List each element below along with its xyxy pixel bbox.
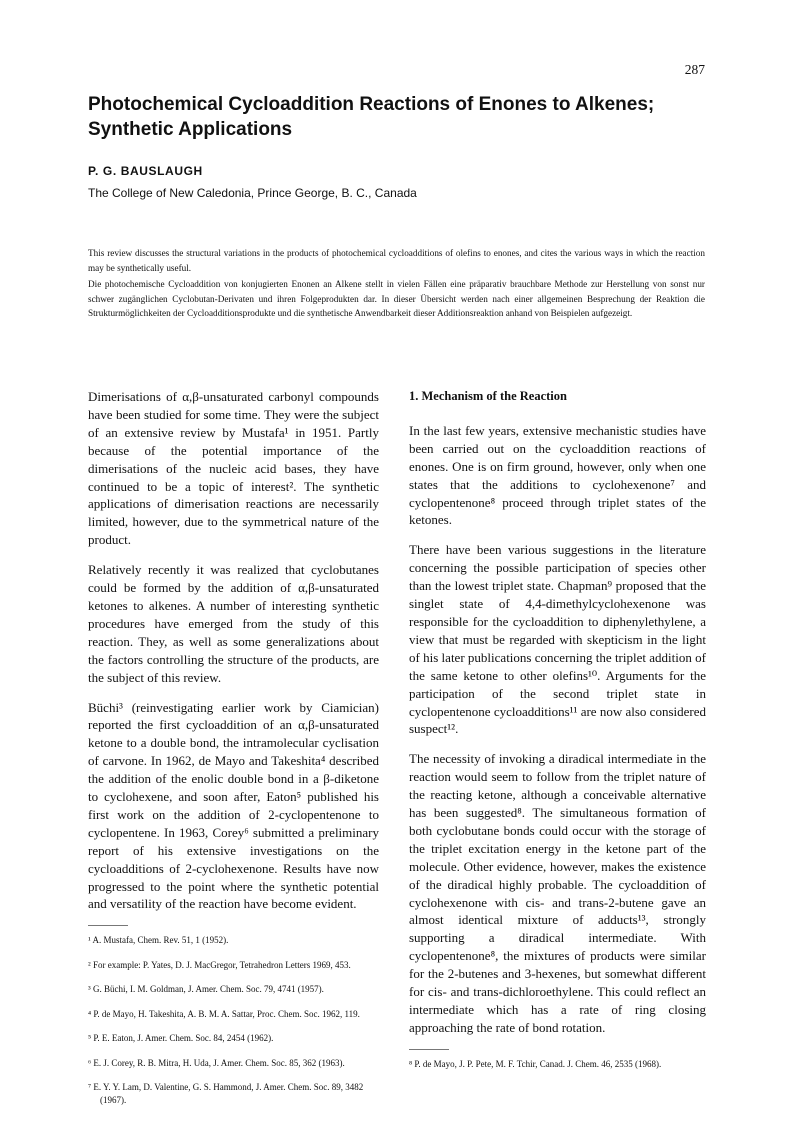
author-affiliation: The College of New Caledonia, Prince George, B. C., Canada	[88, 186, 417, 200]
article-title: Photochemical Cycloaddition Reactions of Enones to Alkenes; Synthetic Applications	[88, 94, 655, 140]
footnote: ⁷ E. Y. Y. Lam, D. Valentine, G. S. Hammond, J. Amer. Chem. Soc. 89, 3482 (1967).	[88, 1082, 364, 1105]
left-column	[88, 388, 379, 1118]
footnote: ¹ A. Mustafa, Chem. Rev. 51, 1 (1952).	[88, 935, 229, 946]
right-column	[409, 388, 706, 1082]
body-paragraph: In the last few years, extensive mechanistic studies have been carried out on the cycloaddition reactions of enones. One is on firm ground, however, only when one states that the additions to cyclohexenone⁷ and cyclopentenone⁸ proceed through triplet states of the ketones.	[409, 422, 706, 528]
footnote: ⁸ P. de Mayo, J. P. Pete, M. F. Tchir, Canad. J. Chem. 46, 2535 (1968).	[409, 1058, 662, 1069]
body-paragraph: Büchi³ (reinvestigating earlier work by Ciamician) reported the first cycloaddition of an α,β-unsaturated ketone to a double bond, the intramolecular cyclisation of carvone. In 1962, de Mayo and Takeshita⁴ described the addition of the enolic double bond in a β-diketone to cyclohexene, and soon after, Eaton⁵ published his first work on the addition of 2-cyclopentenone to cyclopentene. In 1963, Corey⁶ submitted a preliminary report of his extensive investigations on the cycloadditions of 2-cyclohexenone. Results have now progressed to the point where the synthetic potential and versatility of the reaction have become evident.	[88, 699, 379, 912]
footnote: ³ G. Büchi, I. M. Goldman, J. Amer. Chem. Soc. 79, 4741 (1957).	[88, 984, 324, 995]
body-paragraph: The necessity of invoking a diradical intermediate in the reaction would seem to follow from the triplet nature of the reacting ketone, although a conceivable alternative has been suggested⁸. The simultaneous formation of both cyclobutane bonds could occur with the storage of the triplet excitation energy in the ketone part of the molecule. Other evidence, however, makes the existence of the diradical highly probable. The cycloaddition of cyclohexenone with cis- and trans-2-butene gave an almost identical mixture of adducts¹³, strongly supporting a diradical intermediate. With cyclopentenone⁸, the mixtures of products were similar for the 2-butenes and 3-hexenes, but somewhat different for cis- and trans-dichloroethylene. This could reflect an intermediate which has a rate of ring closing approaching the rate of bond rotation.	[409, 751, 706, 1035]
abstract	[88, 246, 705, 323]
footnotes-right	[409, 1058, 706, 1071]
footnote: ⁴ P. de Mayo, H. Takeshita, A. B. M. A. Sattar, Proc. Chem. Soc. 1962, 119.	[88, 1008, 360, 1019]
footnote-divider	[409, 1049, 449, 1050]
abstract-german: Die photochemische Cycloaddition von konjugierten Enonen an Alkene stellt in vielen Fällen eine präparativ brauchbare Methode zur Herstellung von sonst nur schwer zugänglichen Cyclobutan-Derivaten und ihren Folgeprodukten dar. In dieser Übersicht werden nach einer allgemeinen Besprechung der Reaktion die Strukturmöglichkeiten der Cycloadditionsprodukte und die synthetische Anwendbarkeit dieser Additionsreaktion anhand von Beispielen aufgezeigt.	[88, 279, 705, 318]
footnote: ⁶ E. J. Corey, R. B. Mitra, H. Uda, J. Amer. Chem. Soc. 85, 362 (1963).	[88, 1057, 345, 1068]
footnote-divider	[88, 925, 128, 926]
body-paragraph: There have been various suggestions in the literature concerning the possible participation of species other than the lowest triplet state. Chapman⁹ proposed that the singlet state of 4,4-dimethylcyclohexenone was responsible for the cycloaddition to diphenylethylene, a view that must be regarded with skepticism in the light of his later publications concerning the triplet addition of the same ketone to other olefins¹⁰. Arguments for the participation of the second triplet state in cyclopentenone cycloadditions¹¹ are now also considered suspect¹².	[409, 542, 706, 737]
section-heading: 1. Mechanism of the Reaction	[409, 389, 567, 403]
body-paragraph: Dimerisations of α,β-unsaturated carbonyl compounds have been studied for some time. They were the subject of an extensive review by Mustafa¹ in 1951. Partly because of the potential importance of the dimerisations of the nucleic acid bases, they have continued to be a topic of interest². The synthetic applications of dimerisation reactions are necessarily limited, however, due to the symmetrical nature of the product.	[88, 389, 379, 548]
author-name: P. G. BAUSLAUGH	[88, 164, 203, 178]
footnote: ⁵ P. E. Eaton, J. Amer. Chem. Soc. 84, 2454 (1962).	[88, 1033, 274, 1044]
footnote: ² For example: P. Yates, D. J. MacGregor, Tetrahedron Letters 1969, 453.	[88, 959, 351, 970]
body-paragraph: Relatively recently it was realized that cyclobutanes could be formed by the addition of α,β-unsaturated ketones to alkenes. A number of interesting synthetic procedures have emerged from the study of this reaction. They, as well as some generalizations about the factors controlling the structure of the products, are the subject of this review.	[88, 562, 379, 685]
abstract-english: This review discusses the structural variations in the products of photochemical cycloadditions of olefins to enones, and cites the various ways in which the reaction may be synthetically useful.	[88, 248, 705, 273]
footnotes-left	[88, 934, 379, 1106]
page-number: 287	[684, 62, 705, 77]
